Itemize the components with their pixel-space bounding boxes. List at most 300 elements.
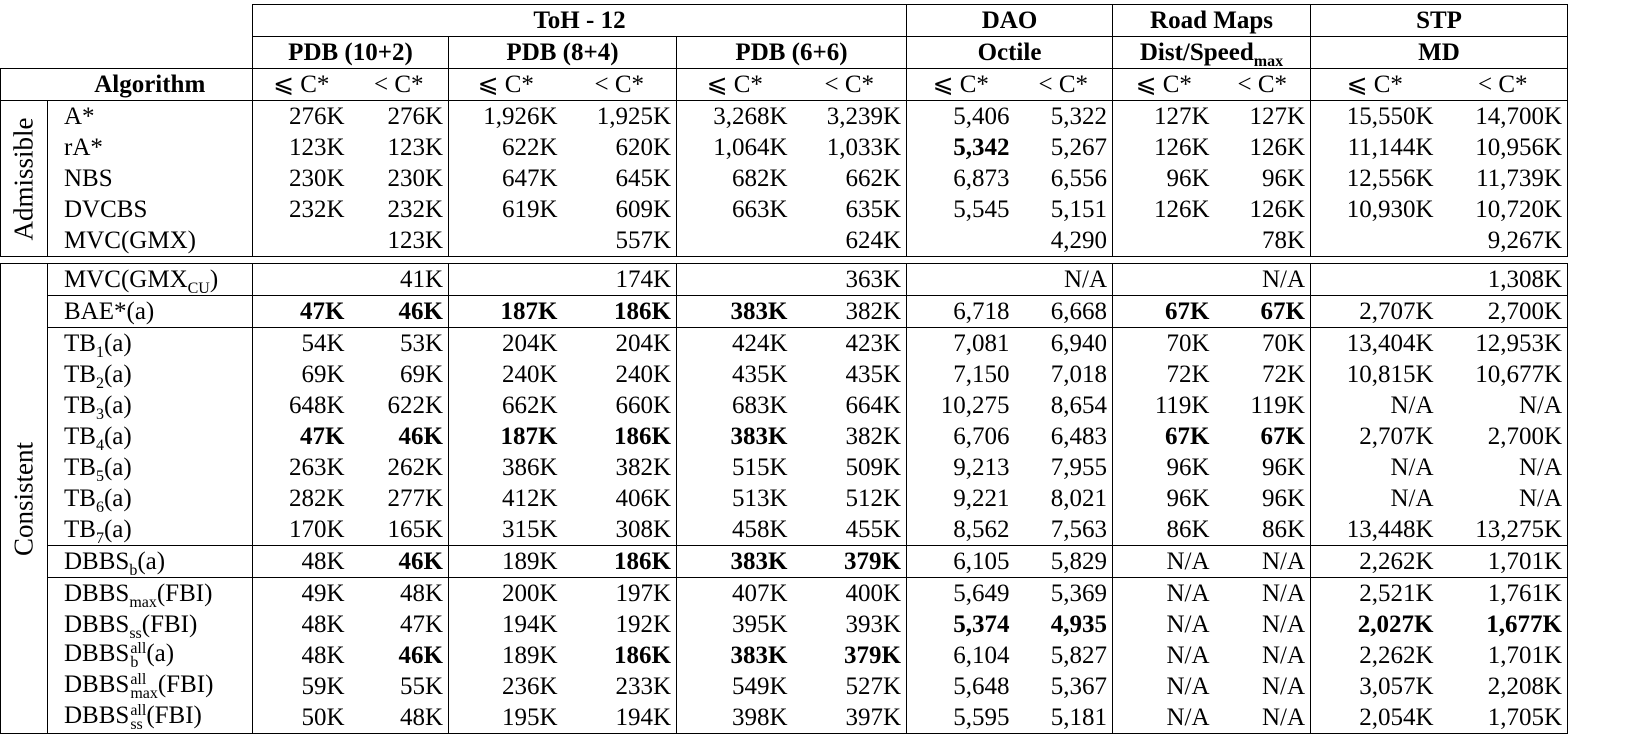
value-cell: 2,700K [1439, 421, 1568, 452]
value-cell: 67K [1113, 296, 1215, 328]
algorithm-name: $TB_1(a)$ [48, 328, 253, 360]
table-row [1, 225, 1568, 257]
value-cell: 123K [253, 132, 350, 163]
value-cell: 383K [677, 296, 793, 328]
algorithm-name: DBBS all max (FBI) [48, 671, 253, 702]
value-cell: 2,208K [1439, 671, 1568, 702]
algorithm-name: A* [48, 101, 253, 133]
value-cell: N/A [1113, 671, 1215, 702]
value-cell: 609K [563, 194, 677, 225]
value-cell: 1,705K [1439, 702, 1568, 734]
algorithm-name: BAE*(a) [48, 296, 253, 328]
value-cell: 96K [1215, 483, 1311, 514]
value-cell: 8,562 [907, 514, 1015, 546]
value-cell: 664K [793, 390, 907, 421]
value-cell: 204K [449, 328, 563, 360]
value-cell: 648K [253, 390, 350, 421]
value-cell: 383K [677, 421, 793, 452]
value-cell: N/A [1439, 390, 1568, 421]
algorithm-name: DBBS all ss (FBI) [48, 702, 253, 734]
value-cell: N/A [1215, 640, 1311, 671]
value-cell: 382K [793, 421, 907, 452]
table-row [1, 101, 1568, 133]
algorithm-name: $TB_5(a)$ [48, 452, 253, 483]
value-cell: 1,926K [449, 101, 563, 133]
value-cell: 48K [350, 702, 449, 734]
value-cell: 5,406 [907, 101, 1015, 133]
value-cell: 5,827 [1015, 640, 1113, 671]
value-cell: 96K [1113, 163, 1215, 194]
value-cell: 204K [563, 328, 677, 360]
domain-header-row [1, 5, 1568, 37]
value-cell: 557K [563, 225, 677, 257]
header-lt-cstar: < C* [1439, 69, 1568, 101]
value-cell: 119K [1113, 390, 1215, 421]
table-row [1, 296, 1568, 328]
value-cell: 619K [449, 194, 563, 225]
value-cell: 96K [1215, 452, 1311, 483]
value-cell: 458K [677, 514, 793, 546]
value-cell: 186K [563, 421, 677, 452]
value-cell: 86K [1215, 514, 1311, 546]
value-cell: 407K [677, 578, 793, 610]
value-cell: 6,668 [1015, 296, 1113, 328]
heuristic-md: MD [1311, 37, 1568, 69]
value-cell: 424K [677, 328, 793, 360]
value-cell: 6,104 [907, 640, 1015, 671]
value-cell [1311, 225, 1439, 257]
value-cell: 195K [449, 702, 563, 734]
value-cell: 70K [1113, 328, 1215, 360]
value-cell: 6,940 [1015, 328, 1113, 360]
value-cell: N/A [1113, 546, 1215, 578]
value-cell: 315K [449, 514, 563, 546]
domain-toh12: ToH - 12 [253, 5, 907, 37]
algorithm-name: rA* [48, 132, 253, 163]
value-cell: 46K [350, 640, 449, 671]
value-cell: 379K [793, 640, 907, 671]
table-row [1, 132, 1568, 163]
value-cell: 194K [449, 609, 563, 640]
table-row [1, 514, 1568, 546]
value-cell: N/A [1311, 390, 1439, 421]
value-cell: 620K [563, 132, 677, 163]
algorithm-header: Algorithm [48, 69, 253, 101]
value-cell: 435K [677, 359, 793, 390]
value-cell: 1,701K [1439, 546, 1568, 578]
value-cell: 622K [350, 390, 449, 421]
table-row [1, 452, 1568, 483]
value-cell: 406K [563, 483, 677, 514]
table-row [1, 359, 1568, 390]
value-cell: 48K [253, 640, 350, 671]
value-cell: N/A [1439, 483, 1568, 514]
value-cell: 2,054K [1311, 702, 1439, 734]
value-cell: 70K [1215, 328, 1311, 360]
value-cell: 13,404K [1311, 328, 1439, 360]
heuristic-dist-speed: Dist/Speed$_{max}$ [1113, 37, 1311, 69]
value-cell: 262K [350, 452, 449, 483]
value-cell: 127K [1113, 101, 1215, 133]
value-cell: 2,707K [1311, 421, 1439, 452]
value-cell: 12,953K [1439, 328, 1568, 360]
value-cell [1113, 264, 1215, 296]
header-le-cstar: ⩽ C* [449, 69, 563, 101]
value-cell: 379K [793, 546, 907, 578]
value-cell: 635K [793, 194, 907, 225]
header-le-cstar: ⩽ C* [907, 69, 1015, 101]
value-cell: 5,595 [907, 702, 1015, 734]
value-cell: 398K [677, 702, 793, 734]
value-cell: 624K [793, 225, 907, 257]
value-cell: 682K [677, 163, 793, 194]
value-cell: 10,956K [1439, 132, 1568, 163]
value-cell [907, 264, 1015, 296]
value-cell: 67K [1113, 421, 1215, 452]
value-cell: 197K [563, 578, 677, 610]
value-cell: 7,081 [907, 328, 1015, 360]
value-cell [677, 225, 793, 257]
value-cell: 3,239K [793, 101, 907, 133]
value-cell: N/A [1113, 609, 1215, 640]
value-cell: 509K [793, 452, 907, 483]
value-cell: 55K [350, 671, 449, 702]
value-cell: 48K [350, 578, 449, 610]
value-cell: 1,308K [1439, 264, 1568, 296]
value-cell: 1,761K [1439, 578, 1568, 610]
value-cell: 189K [449, 546, 563, 578]
algorithm-name: $TB_2(a)$ [48, 359, 253, 390]
table-row [1, 328, 1568, 360]
algorithm-name: $MVC(GMX_{CU})$ [48, 264, 253, 296]
value-cell: 1,677K [1439, 609, 1568, 640]
domain-road-maps: Road Maps [1113, 5, 1311, 37]
value-cell: 189K [449, 640, 563, 671]
value-cell: 67K [1215, 296, 1311, 328]
algorithm-name: DBBS all b (a) [48, 640, 253, 671]
value-cell: N/A [1311, 483, 1439, 514]
value-cell: 236K [449, 671, 563, 702]
value-cell: 393K [793, 609, 907, 640]
value-cell: 170K [253, 514, 350, 546]
value-cell: 5,648 [907, 671, 1015, 702]
header-lt-cstar: < C* [1015, 69, 1113, 101]
heuristic-header-row [1, 37, 1568, 69]
value-cell: 382K [793, 296, 907, 328]
admissible-rows [1, 101, 1568, 257]
value-cell: 9,221 [907, 483, 1015, 514]
value-cell [1113, 225, 1215, 257]
table-row [1, 671, 1568, 702]
value-cell: 512K [793, 483, 907, 514]
value-cell: 660K [563, 390, 677, 421]
value-cell: 126K [1113, 194, 1215, 225]
value-cell: 5,181 [1015, 702, 1113, 734]
value-cell: 230K [253, 163, 350, 194]
value-cell [907, 225, 1015, 257]
table-row [1, 421, 1568, 452]
value-cell [253, 225, 350, 257]
value-cell: 4,290 [1015, 225, 1113, 257]
value-cell: 11,144K [1311, 132, 1439, 163]
algorithm-name: $TB_7(a)$ [48, 514, 253, 546]
value-cell: 1,064K [677, 132, 793, 163]
value-cell: 647K [449, 163, 563, 194]
value-cell: 165K [350, 514, 449, 546]
value-cell: 3,268K [677, 101, 793, 133]
value-cell: 119K [1215, 390, 1311, 421]
value-cell: 15,550K [1311, 101, 1439, 133]
value-cell: 6,706 [907, 421, 1015, 452]
value-cell: 53K [350, 328, 449, 360]
value-cell: 230K [350, 163, 449, 194]
value-cell: 13,448K [1311, 514, 1439, 546]
table-row [1, 194, 1568, 225]
value-cell [449, 264, 563, 296]
value-cell: N/A [1215, 609, 1311, 640]
value-cell: 513K [677, 483, 793, 514]
value-cell: 200K [449, 578, 563, 610]
value-cell: N/A [1311, 452, 1439, 483]
value-cell: 7,150 [907, 359, 1015, 390]
value-cell: 10,275 [907, 390, 1015, 421]
value-cell: N/A [1439, 452, 1568, 483]
value-cell: 46K [350, 296, 449, 328]
value-cell: N/A [1215, 671, 1311, 702]
group-label-text: Admissible [8, 116, 39, 241]
value-cell: 363K [793, 264, 907, 296]
value-cell: 10,677K [1439, 359, 1568, 390]
value-cell: 6,718 [907, 296, 1015, 328]
value-cell: 276K [350, 101, 449, 133]
table-row [1, 264, 1568, 296]
table-row [1, 483, 1568, 514]
value-cell: 400K [793, 578, 907, 610]
heuristic-pdb-8-4: PDB (8+4) [449, 37, 677, 69]
value-cell: 397K [793, 702, 907, 734]
value-cell: 47K [253, 296, 350, 328]
value-cell: 8,021 [1015, 483, 1113, 514]
value-cell: 527K [793, 671, 907, 702]
value-cell: 455K [793, 514, 907, 546]
algorithm-name: $TB_6(a)$ [48, 483, 253, 514]
value-cell: 96K [1113, 483, 1215, 514]
value-cell [677, 264, 793, 296]
value-cell: 10,815K [1311, 359, 1439, 390]
header-le-cstar: ⩽ C* [677, 69, 793, 101]
value-cell: 232K [253, 194, 350, 225]
value-cell: N/A [1015, 264, 1113, 296]
value-cell: 10,930K [1311, 194, 1439, 225]
value-cell: 187K [449, 296, 563, 328]
value-cell: N/A [1215, 578, 1311, 610]
value-cell: 7,955 [1015, 452, 1113, 483]
value-cell: 192K [563, 609, 677, 640]
value-cell: 6,873 [907, 163, 1015, 194]
value-cell: 5,322 [1015, 101, 1113, 133]
value-cell: 549K [677, 671, 793, 702]
value-cell: 662K [449, 390, 563, 421]
results-table-container [0, 4, 1568, 734]
value-cell: 240K [449, 359, 563, 390]
value-cell: 232K [350, 194, 449, 225]
value-cell: 194K [563, 702, 677, 734]
value-cell: 50K [253, 702, 350, 734]
algorithm-name: DVCBS [48, 194, 253, 225]
value-cell: 96K [1113, 452, 1215, 483]
table-row [1, 702, 1568, 734]
algorithm-name: $TB_3(a)$ [48, 390, 253, 421]
header-le-cstar: ⩽ C* [1113, 69, 1215, 101]
value-cell: N/A [1113, 702, 1215, 734]
value-cell: 2,700K [1439, 296, 1568, 328]
value-cell: 622K [449, 132, 563, 163]
value-cell: 86K [1113, 514, 1215, 546]
value-cell: 126K [1215, 194, 1311, 225]
value-cell: 277K [350, 483, 449, 514]
value-cell [449, 225, 563, 257]
value-cell: 67K [1215, 421, 1311, 452]
value-cell: 240K [563, 359, 677, 390]
value-cell: 127K [1215, 101, 1311, 133]
value-cell: 5,367 [1015, 671, 1113, 702]
value-cell: 435K [793, 359, 907, 390]
value-cell: 59K [253, 671, 350, 702]
group-label-text: Consistent [8, 441, 39, 556]
value-cell: 308K [563, 514, 677, 546]
value-cell: 5,649 [907, 578, 1015, 610]
value-cell: N/A [1113, 640, 1215, 671]
algorithm-name: MVC(GMX) [48, 225, 253, 257]
value-cell: 123K [350, 132, 449, 163]
value-cell: 395K [677, 609, 793, 640]
value-cell: 8,654 [1015, 390, 1113, 421]
header-le-cstar: ⩽ C* [1311, 69, 1439, 101]
value-cell: 5,267 [1015, 132, 1113, 163]
value-cell: 6,483 [1015, 421, 1113, 452]
domain-dao: DAO [907, 5, 1113, 37]
value-cell: 69K [350, 359, 449, 390]
value-cell: 1,033K [793, 132, 907, 163]
value-cell: 1,701K [1439, 640, 1568, 671]
value-cell: 96K [1215, 163, 1311, 194]
table-row [1, 390, 1568, 421]
value-cell: 276K [253, 101, 350, 133]
value-cell: 46K [350, 546, 449, 578]
value-cell: 11,739K [1439, 163, 1568, 194]
value-cell: 69K [253, 359, 350, 390]
value-cell: 187K [449, 421, 563, 452]
value-cell: 2,262K [1311, 640, 1439, 671]
value-cell: 2,707K [1311, 296, 1439, 328]
value-cell: 2,262K [1311, 546, 1439, 578]
value-cell: 263K [253, 452, 350, 483]
header-lt-cstar: < C* [350, 69, 449, 101]
value-cell: 123K [350, 225, 449, 257]
value-cell: 663K [677, 194, 793, 225]
value-cell: 7,018 [1015, 359, 1113, 390]
group-label-admissible [1, 101, 48, 257]
table-row [1, 163, 1568, 194]
value-cell: 72K [1113, 359, 1215, 390]
value-cell: 126K [1113, 132, 1215, 163]
value-cell: 515K [677, 452, 793, 483]
bound-header-row [1, 69, 1568, 101]
algorithm-name: $DBBS_{ss}(FBI)$ [48, 609, 253, 640]
value-cell: N/A [1215, 264, 1311, 296]
algorithm-name: $DBBS_{max}(FBI)$ [48, 578, 253, 610]
value-cell: 72K [1215, 359, 1311, 390]
value-cell: 1,925K [563, 101, 677, 133]
value-cell: 48K [253, 609, 350, 640]
value-cell: 12,556K [1311, 163, 1439, 194]
value-cell: 48K [253, 546, 350, 578]
domain-stp: STP [1311, 5, 1568, 37]
value-cell: N/A [1215, 546, 1311, 578]
value-cell: 382K [563, 452, 677, 483]
value-cell [1311, 264, 1439, 296]
value-cell: 7,563 [1015, 514, 1113, 546]
value-cell: 423K [793, 328, 907, 360]
group-label-consistent [1, 264, 48, 734]
algorithm-name: $TB_4(a)$ [48, 421, 253, 452]
value-cell: 9,213 [907, 452, 1015, 483]
header-lt-cstar: < C* [563, 69, 677, 101]
value-cell: 5,374 [907, 609, 1015, 640]
value-cell: 2,027K [1311, 609, 1439, 640]
table-row [1, 578, 1568, 610]
value-cell: 186K [563, 296, 677, 328]
value-cell: 47K [253, 421, 350, 452]
header-lt-cstar: < C* [793, 69, 907, 101]
value-cell: 13,275K [1439, 514, 1568, 546]
value-cell: 6,556 [1015, 163, 1113, 194]
value-cell: 5,369 [1015, 578, 1113, 610]
value-cell: 10,720K [1439, 194, 1568, 225]
value-cell: 5,545 [907, 194, 1015, 225]
value-cell: 49K [253, 578, 350, 610]
algorithm-name: $DBBS_b(a)$ [48, 546, 253, 578]
table-row [1, 546, 1568, 578]
value-cell: 3,057K [1311, 671, 1439, 702]
value-cell: 282K [253, 483, 350, 514]
value-cell: 5,342 [907, 132, 1015, 163]
value-cell: 46K [350, 421, 449, 452]
value-cell: 662K [793, 163, 907, 194]
value-cell: 174K [563, 264, 677, 296]
value-cell: 41K [350, 264, 449, 296]
results-table [0, 4, 1568, 734]
value-cell: 6,105 [907, 546, 1015, 578]
value-cell: 54K [253, 328, 350, 360]
value-cell: 683K [677, 390, 793, 421]
value-cell: 2,521K [1311, 578, 1439, 610]
value-cell: 14,700K [1439, 101, 1568, 133]
heuristic-pdb-10-2: PDB (10+2) [253, 37, 449, 69]
value-cell: 9,267K [1439, 225, 1568, 257]
consistent-rows [1, 264, 1568, 734]
value-cell: 233K [563, 671, 677, 702]
heuristic-octile: Octile [907, 37, 1113, 69]
table-row [1, 640, 1568, 671]
value-cell: 78K [1215, 225, 1311, 257]
value-cell: 412K [449, 483, 563, 514]
value-cell: 47K [350, 609, 449, 640]
header-lt-cstar: < C* [1215, 69, 1311, 101]
value-cell: 4,935 [1015, 609, 1113, 640]
table-row [1, 609, 1568, 640]
value-cell: N/A [1113, 578, 1215, 610]
